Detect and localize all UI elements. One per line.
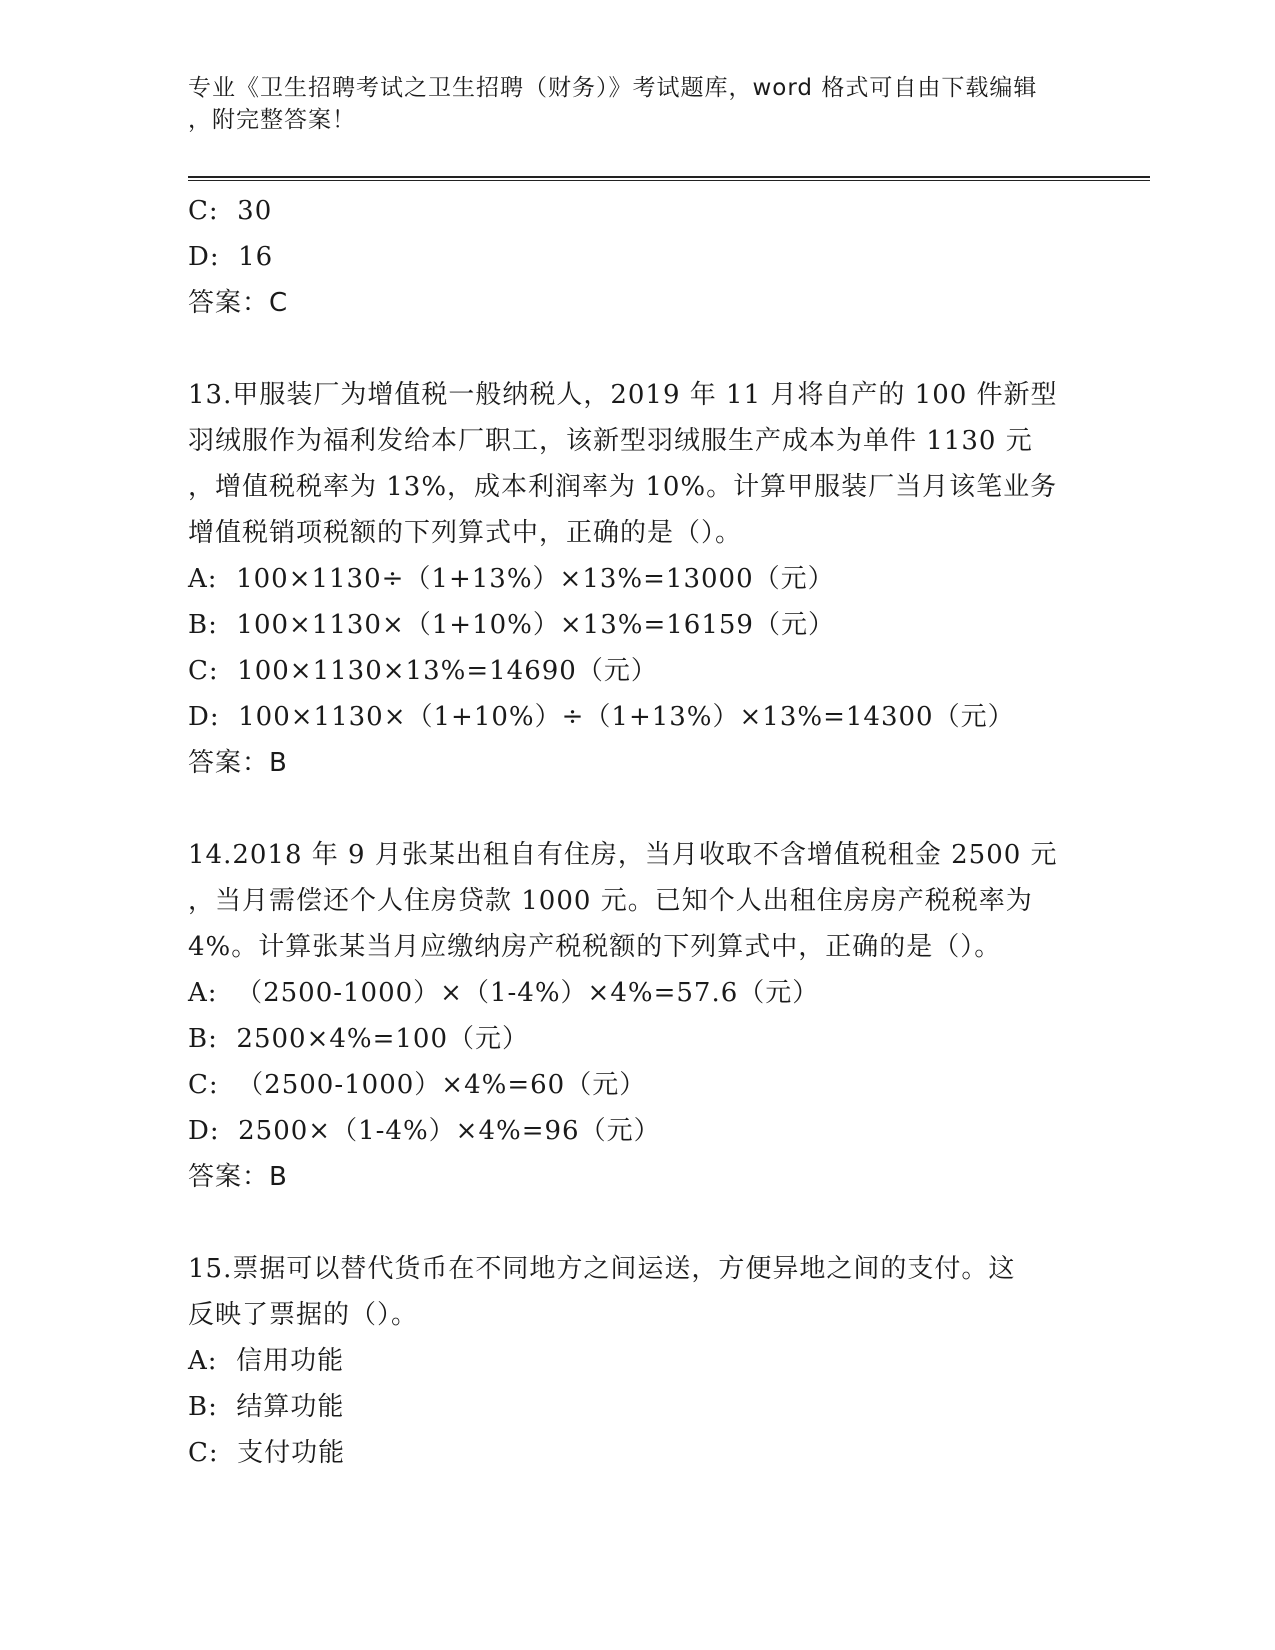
option-b: B: 100×1130×（1+10%）×13%=16159（元） xyxy=(188,610,835,640)
question-stem-line: 13.甲服装厂为增值税一般纳税人，2019 年 11 月将自产的 100 件新型 xyxy=(188,380,1058,410)
option-d: D: 100×1130×（1+10%）÷（1+13%）×13%=14300（元） xyxy=(188,702,1015,732)
option-a: A: 信用功能 xyxy=(188,1346,345,1376)
option-d: D: 16 xyxy=(188,242,274,272)
option-b: B: 结算功能 xyxy=(188,1392,345,1422)
answer-line: 答案：C xyxy=(188,288,289,318)
question-14 xyxy=(188,832,1068,1200)
question-12-tail xyxy=(188,188,1068,326)
question-13 xyxy=(188,372,1068,786)
spacer xyxy=(188,1200,1068,1246)
option-a: A: （2500-1000）×（1-4%）×4%=57.6（元） xyxy=(188,978,820,1008)
question-stem-line: 羽绒服作为福利发给本厂职工，该新型羽绒服生产成本为单件 1130 元 xyxy=(188,426,1033,456)
answer-line: 答案：B xyxy=(188,748,288,778)
option-d: D: 2500×（1-4%）×4%=96（元） xyxy=(188,1116,661,1146)
option-c: C: （2500-1000）×4%=60（元） xyxy=(188,1070,647,1100)
question-15 xyxy=(188,1246,1068,1476)
option-c: C: 30 xyxy=(188,196,273,226)
question-stem-line: 反映了票据的（）。 xyxy=(188,1300,419,1330)
option-b: B: 2500×4%=100（元） xyxy=(188,1024,530,1054)
option-c: C: 支付功能 xyxy=(188,1438,346,1468)
option-a: A: 100×1130÷（1+13%）×13%=13000（元） xyxy=(188,564,835,594)
document-body xyxy=(188,188,1068,1476)
header-divider xyxy=(188,176,1150,181)
header-title-line-2: ，附完整答案！ xyxy=(188,107,356,133)
question-stem-line: 增值税销项税额的下列算式中，正确的是（）。 xyxy=(188,518,743,548)
answer-line: 答案：B xyxy=(188,1162,288,1192)
spacer xyxy=(188,326,1068,372)
question-stem-line: 15.票据可以替代货币在不同地方之间运送，方便异地之间的支付。这 xyxy=(188,1254,1016,1284)
spacer xyxy=(188,786,1068,832)
option-c: C: 100×1130×13%=14690（元） xyxy=(188,656,658,686)
question-stem-line: ，增值税税率为 13%，成本利润率为 10%。计算甲服装厂当月该笔业务 xyxy=(188,472,1058,502)
question-stem-line: 14.2018 年 9 月张某出租自有住房，当月收取不含增值税租金 2500 元 xyxy=(188,840,1058,870)
header-title-line-1: 专业《卫生招聘考试之卫生招聘（财务）》考试题库，word 格式可自由下载编辑 xyxy=(188,75,1038,101)
question-stem-line: ，当月需偿还个人住房贷款 1000 元。已知个人出租住房房产税税率为 xyxy=(188,886,1033,916)
question-stem-line: 4%。计算张某当月应缴纳房产税税额的下列算式中，正确的是（）。 xyxy=(188,932,1002,962)
page-header xyxy=(188,72,1068,136)
